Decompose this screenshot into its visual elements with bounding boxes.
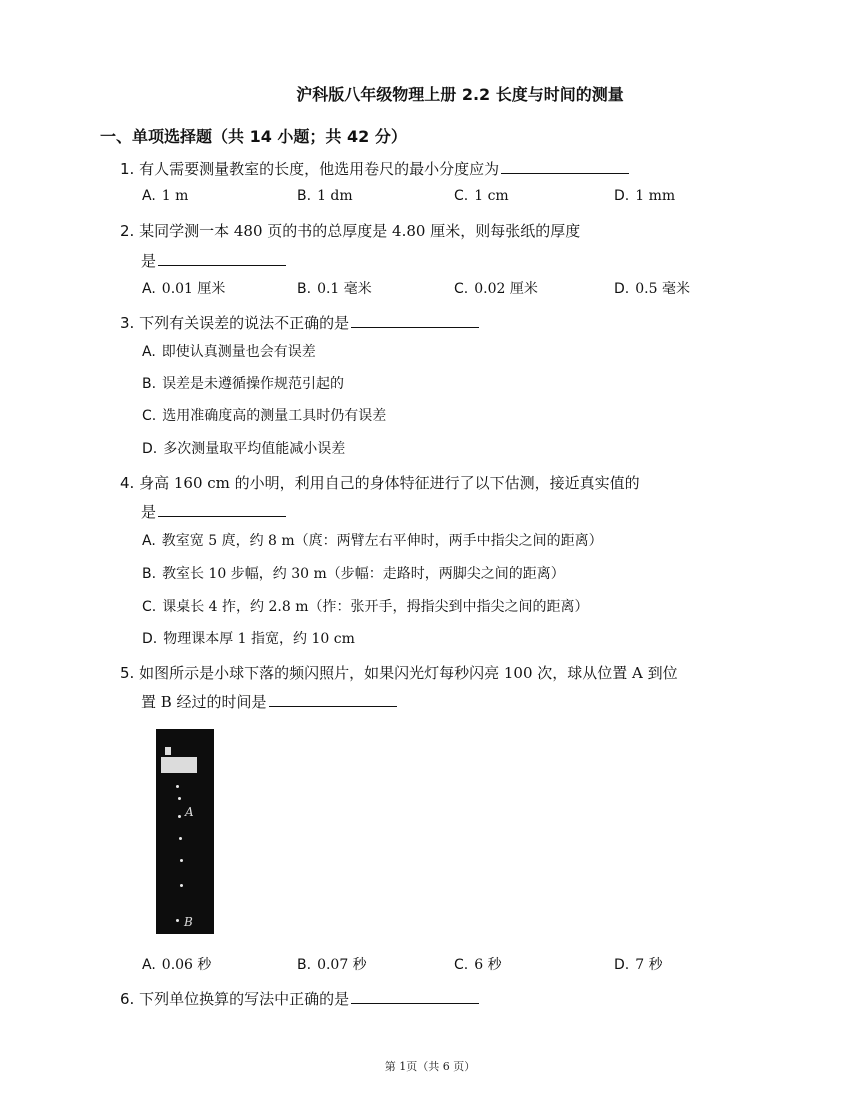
option-c: C. 选用准确度高的测量工具时仍有误差 — [142, 408, 387, 424]
option-a: A. 0.06 秒 — [142, 957, 212, 973]
ball-image — [165, 747, 171, 755]
document-title: 沪科版八年级物理上册 2.2 长度与时间的测量 — [296, 85, 624, 104]
ball-image — [178, 815, 181, 818]
option-a: A. 1 m — [142, 188, 189, 204]
question-number: 2. — [120, 222, 135, 240]
section-heading: 一、单项选择题（共 14 小题；共 42 分） — [100, 127, 407, 146]
ball-cluster — [161, 757, 197, 773]
question-5 — [120, 662, 678, 683]
option-d: D. 1 mm — [614, 188, 676, 204]
option-d: D. 0.5 毫米 — [614, 281, 690, 297]
question-text: 有人需要测量教室的长度，他选用卷尺的最小分度应为 — [139, 160, 500, 178]
question-text: 下列单位换算的写法中正确的是 — [139, 990, 350, 1008]
ball-image — [176, 919, 179, 922]
question-number: 4. — [120, 474, 135, 492]
option-a: A. 0.01 厘米 — [142, 281, 226, 297]
label-b: B — [184, 915, 193, 929]
question-text: 如图所示是小球下落的频闪照片，如果闪光灯每秒闪亮 100 次，球从位置 A 到位 — [139, 664, 678, 682]
page-footer: 第 1页（共 6 页） — [384, 1060, 476, 1073]
question-text: 下列有关误差的说法不正确的是 — [139, 314, 350, 332]
question-number: 1. — [120, 160, 135, 178]
option-b: B. 误差是未遵循操作规范引起的 — [142, 376, 345, 392]
option-b: B. 0.1 毫米 — [297, 281, 372, 297]
question-2-line2: 是 — [141, 250, 286, 271]
ball-image — [180, 884, 183, 887]
option-b: B. 1 dm — [297, 188, 353, 204]
falling-ball-strobe-photo — [156, 729, 214, 934]
ball-image — [179, 837, 182, 840]
option-c: C. 0.02 厘米 — [454, 281, 538, 297]
answer-blank — [351, 989, 479, 1004]
option-b: B. 教室长 10 步幅，约 30 m（步幅：走路时，两脚尖之间的距离） — [142, 566, 565, 582]
option-a: A. 即使认真测量也会有误差 — [142, 344, 316, 360]
question-number: 6. — [120, 990, 135, 1008]
answer-blank — [158, 251, 286, 266]
answer-blank — [501, 159, 629, 174]
label-a: A — [185, 805, 194, 819]
option-c: C. 6 秒 — [454, 957, 502, 973]
question-text: 身高 160 cm 的小明，利用自己的身体特征进行了以下估测，接近真实值的 — [139, 474, 640, 492]
option-b: B. 0.07 秒 — [297, 957, 367, 973]
option-a: A. 教室宽 5 庹，约 8 m（庹：两臂左右平伸时，两手中指尖之间的距离） — [142, 533, 603, 549]
answer-blank — [269, 692, 397, 707]
question-text: 某同学测一本 480 页的书的总厚度是 4.80 厘米，则每张纸的厚度 — [139, 222, 581, 240]
ball-image — [178, 797, 181, 800]
question-4-line2: 是 — [141, 501, 286, 522]
question-4 — [120, 472, 640, 493]
question-5-line2: 置 B 经过的时间是 — [141, 691, 397, 712]
ball-image — [180, 859, 183, 862]
option-d: D. 7 秒 — [614, 957, 663, 973]
question-2 — [120, 220, 580, 241]
question-number: 3. — [120, 314, 135, 332]
answer-blank — [158, 502, 286, 517]
option-d: D. 物理课本厚 1 指宽，约 10 cm — [142, 631, 355, 647]
option-d: D. 多次测量取平均值能减小误差 — [142, 441, 346, 457]
question-3 — [120, 312, 479, 333]
ball-image — [176, 785, 179, 788]
answer-blank — [351, 313, 479, 328]
question-1 — [120, 158, 629, 179]
question-number: 5. — [120, 664, 135, 682]
option-c: C. 课桌长 4 拃，约 2.8 m（拃：张开手，拇指尖到中指尖之间的距离） — [142, 599, 589, 615]
question-6 — [120, 988, 479, 1009]
option-c: C. 1 cm — [454, 188, 509, 204]
